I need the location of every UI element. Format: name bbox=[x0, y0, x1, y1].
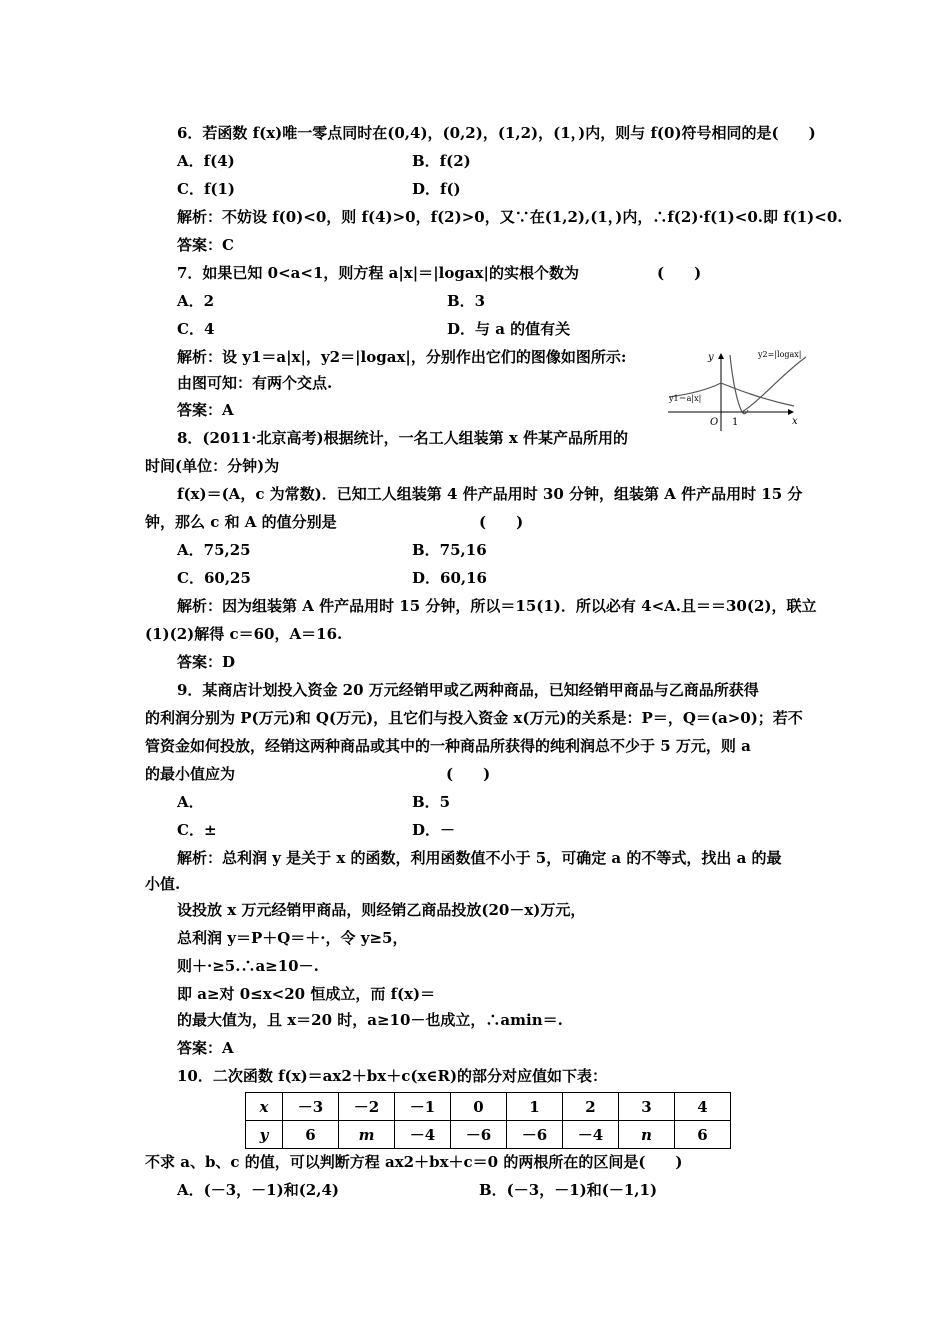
q7-function-graph bbox=[666, 345, 816, 435]
q8-option-c: C．60,25 bbox=[177, 569, 251, 587]
q8-answer: 答案：D bbox=[177, 653, 236, 671]
table-cell: m bbox=[339, 1121, 395, 1149]
q8-option-a: A．75,25 bbox=[177, 541, 251, 559]
q9-analysis-line3: 设投放 x 万元经销甲商品，则经销乙商品投放(20－x)万元， bbox=[177, 901, 586, 919]
q8-option-d: D．60,16 bbox=[412, 569, 487, 587]
label-y: y bbox=[708, 352, 714, 363]
label-y1: y1＝a|x| bbox=[669, 394, 702, 403]
q9-analysis-line7: 的最大值为，且 x＝20 时，a≥10－也成立，∴amin＝. bbox=[177, 1011, 563, 1029]
q6-stem: 6．若函数 f(x)唯一零点同时在(0,4)，(0,2)，(1,2)，(1，)内，则与 f(0)符号相同的是( ) bbox=[177, 124, 816, 142]
q9-analysis-line6: 即 a≥对 0≤x<20 恒成立，而 f(x)＝ bbox=[177, 985, 436, 1003]
table-cell: －3 bbox=[283, 1093, 339, 1121]
q10-option-a: A．(－3，－1)和(2,4) bbox=[177, 1181, 339, 1199]
q9-stem-line2: 的利润分别为 P(万元)和 Q(万元)，且它们与投入资金 x(万元)的关系是：P＝，Q＝(a>0)；若不 bbox=[145, 709, 803, 727]
curve-y2-right bbox=[742, 357, 806, 412]
q7-option-a: A．2 bbox=[177, 292, 215, 310]
label-origin: O bbox=[710, 417, 719, 428]
q8-option-b: B．75,16 bbox=[412, 541, 487, 559]
table-row-y bbox=[246, 1121, 731, 1149]
q7-option-c: C．4 bbox=[177, 320, 215, 338]
table-cell: －2 bbox=[339, 1093, 395, 1121]
q7-analysis-line1: 解析：设 y1＝a|x|，y2＝|logax|，分别作出它们的图像如图所示: bbox=[177, 348, 627, 366]
q6-option-b: B．f(2) bbox=[412, 152, 471, 170]
table-cell: x bbox=[246, 1093, 283, 1121]
table-cell: 3 bbox=[619, 1093, 675, 1121]
q9-analysis-line4: 总利润 y＝P＋Q＝＋·，令 y≥5， bbox=[177, 929, 408, 947]
q8-stem-line4: 钟，那么 c 和 A 的值分别是 bbox=[145, 513, 337, 531]
q6-analysis: 解析：不妨设 f(0)<0，则 f(4)>0，f(2)>0，又∵在(1,2),(1，)内，∴f(2)·f(1)<0.即 f(1)<0. bbox=[177, 208, 843, 226]
q9-analysis-line2: 小值. bbox=[145, 875, 181, 893]
label-x: x bbox=[792, 416, 798, 427]
table-cell: 6 bbox=[675, 1121, 731, 1149]
q7-paren: ( ) bbox=[657, 264, 702, 282]
table-cell: －4 bbox=[395, 1121, 451, 1149]
q8-stem-line2: 时间(单位：分钟)为 bbox=[145, 457, 280, 475]
q9-stem-line4: 的最小值应为 bbox=[145, 765, 236, 783]
label-one: 1 bbox=[732, 417, 739, 428]
q9-stem-line3: 管资金如何投放，经销这两种商品或其中的一种商品所获得的纯利润总不少于 5 万元，则 a bbox=[145, 737, 751, 755]
q9-analysis-line5: 则＋·≥5.∴a≥10－. bbox=[177, 957, 319, 975]
table-cell: 6 bbox=[283, 1121, 339, 1149]
q8-stem-line3: f(x)＝(A，c 为常数)．已知工人组装第 4 件产品用时 30 分钟，组装第 A 件产品用时 15 分 bbox=[177, 485, 803, 503]
table-row-x bbox=[246, 1093, 731, 1121]
q9-stem-line1: 9．某商店计划投入资金 20 万元经销甲或乙两种商品，已知经销甲商品与乙商品所获得 bbox=[177, 681, 759, 699]
y-axis-arrow bbox=[718, 353, 724, 359]
q7-answer: 答案：A bbox=[177, 401, 234, 419]
x-axis-arrow bbox=[788, 409, 794, 415]
table-cell: －6 bbox=[507, 1121, 563, 1149]
label-y2: y2=|logax| bbox=[758, 350, 802, 359]
q9-option-b: B．5 bbox=[412, 793, 451, 811]
q10-stem: 10．二次函数 f(x)＝ax2＋bx＋c(x∈R)的部分对应值如下表： bbox=[177, 1067, 608, 1085]
q9-paren: ( ) bbox=[446, 765, 491, 783]
q6-option-c: C．f(1) bbox=[177, 180, 236, 198]
table-cell: －6 bbox=[451, 1121, 507, 1149]
q8-analysis-line1: 解析：因为组装第 A 件产品用时 15 分钟，所以＝15(1)．所以必有 4<A.且＝＝30(2)，联立 bbox=[177, 597, 817, 615]
q9-answer: 答案：A bbox=[177, 1039, 234, 1057]
table-cell: 2 bbox=[563, 1093, 619, 1121]
q7-analysis-line2: 由图可知：有两个交点. bbox=[177, 374, 333, 392]
q9-option-a: A． bbox=[177, 793, 204, 811]
table-cell: 4 bbox=[675, 1093, 731, 1121]
table-cell: －4 bbox=[563, 1121, 619, 1149]
q7-option-d: D．与 a 的值有关 bbox=[447, 320, 571, 338]
table-cell: 0 bbox=[451, 1093, 507, 1121]
q8-stem-line1: 8．(2011·北京高考)根据统计，一名工人组装第 x 件某产品所用的 bbox=[177, 429, 628, 447]
q8-analysis-line2: (1)(2)解得 c＝60，A＝16. bbox=[145, 625, 343, 643]
q10-value-table bbox=[245, 1092, 731, 1149]
table-cell: 1 bbox=[507, 1093, 563, 1121]
table-cell: y bbox=[246, 1121, 283, 1149]
q6-option-d: D．f() bbox=[412, 180, 461, 198]
table-cell: －1 bbox=[395, 1093, 451, 1121]
table-cell: n bbox=[619, 1121, 675, 1149]
q6-answer: 答案：C bbox=[177, 236, 234, 254]
curve-y2-left bbox=[730, 355, 748, 414]
q9-analysis-line1: 解析：总利润 y 是关于 x 的函数，利用函数值不小于 5，可确定 a 的不等式，找出 a 的最 bbox=[177, 849, 782, 867]
q9-option-c: C．± bbox=[177, 821, 217, 839]
q6-option-a: A．f(4) bbox=[177, 152, 235, 170]
q7-option-b: B．3 bbox=[447, 292, 486, 310]
q9-option-d: D．－ bbox=[412, 821, 456, 839]
q10-option-b: B．(－3，－1)和(－1,1) bbox=[479, 1181, 658, 1199]
q10-after-table: 不求 a、b、c 的值，可以判断方程 ax2＋bx＋c＝0 的两根所在的区间是( ) bbox=[145, 1153, 683, 1171]
q7-stem: 7．如果已知 0<a<1，则方程 a|x|＝|logax|的实根个数为 bbox=[177, 264, 579, 282]
q8-paren: ( ) bbox=[479, 513, 524, 531]
